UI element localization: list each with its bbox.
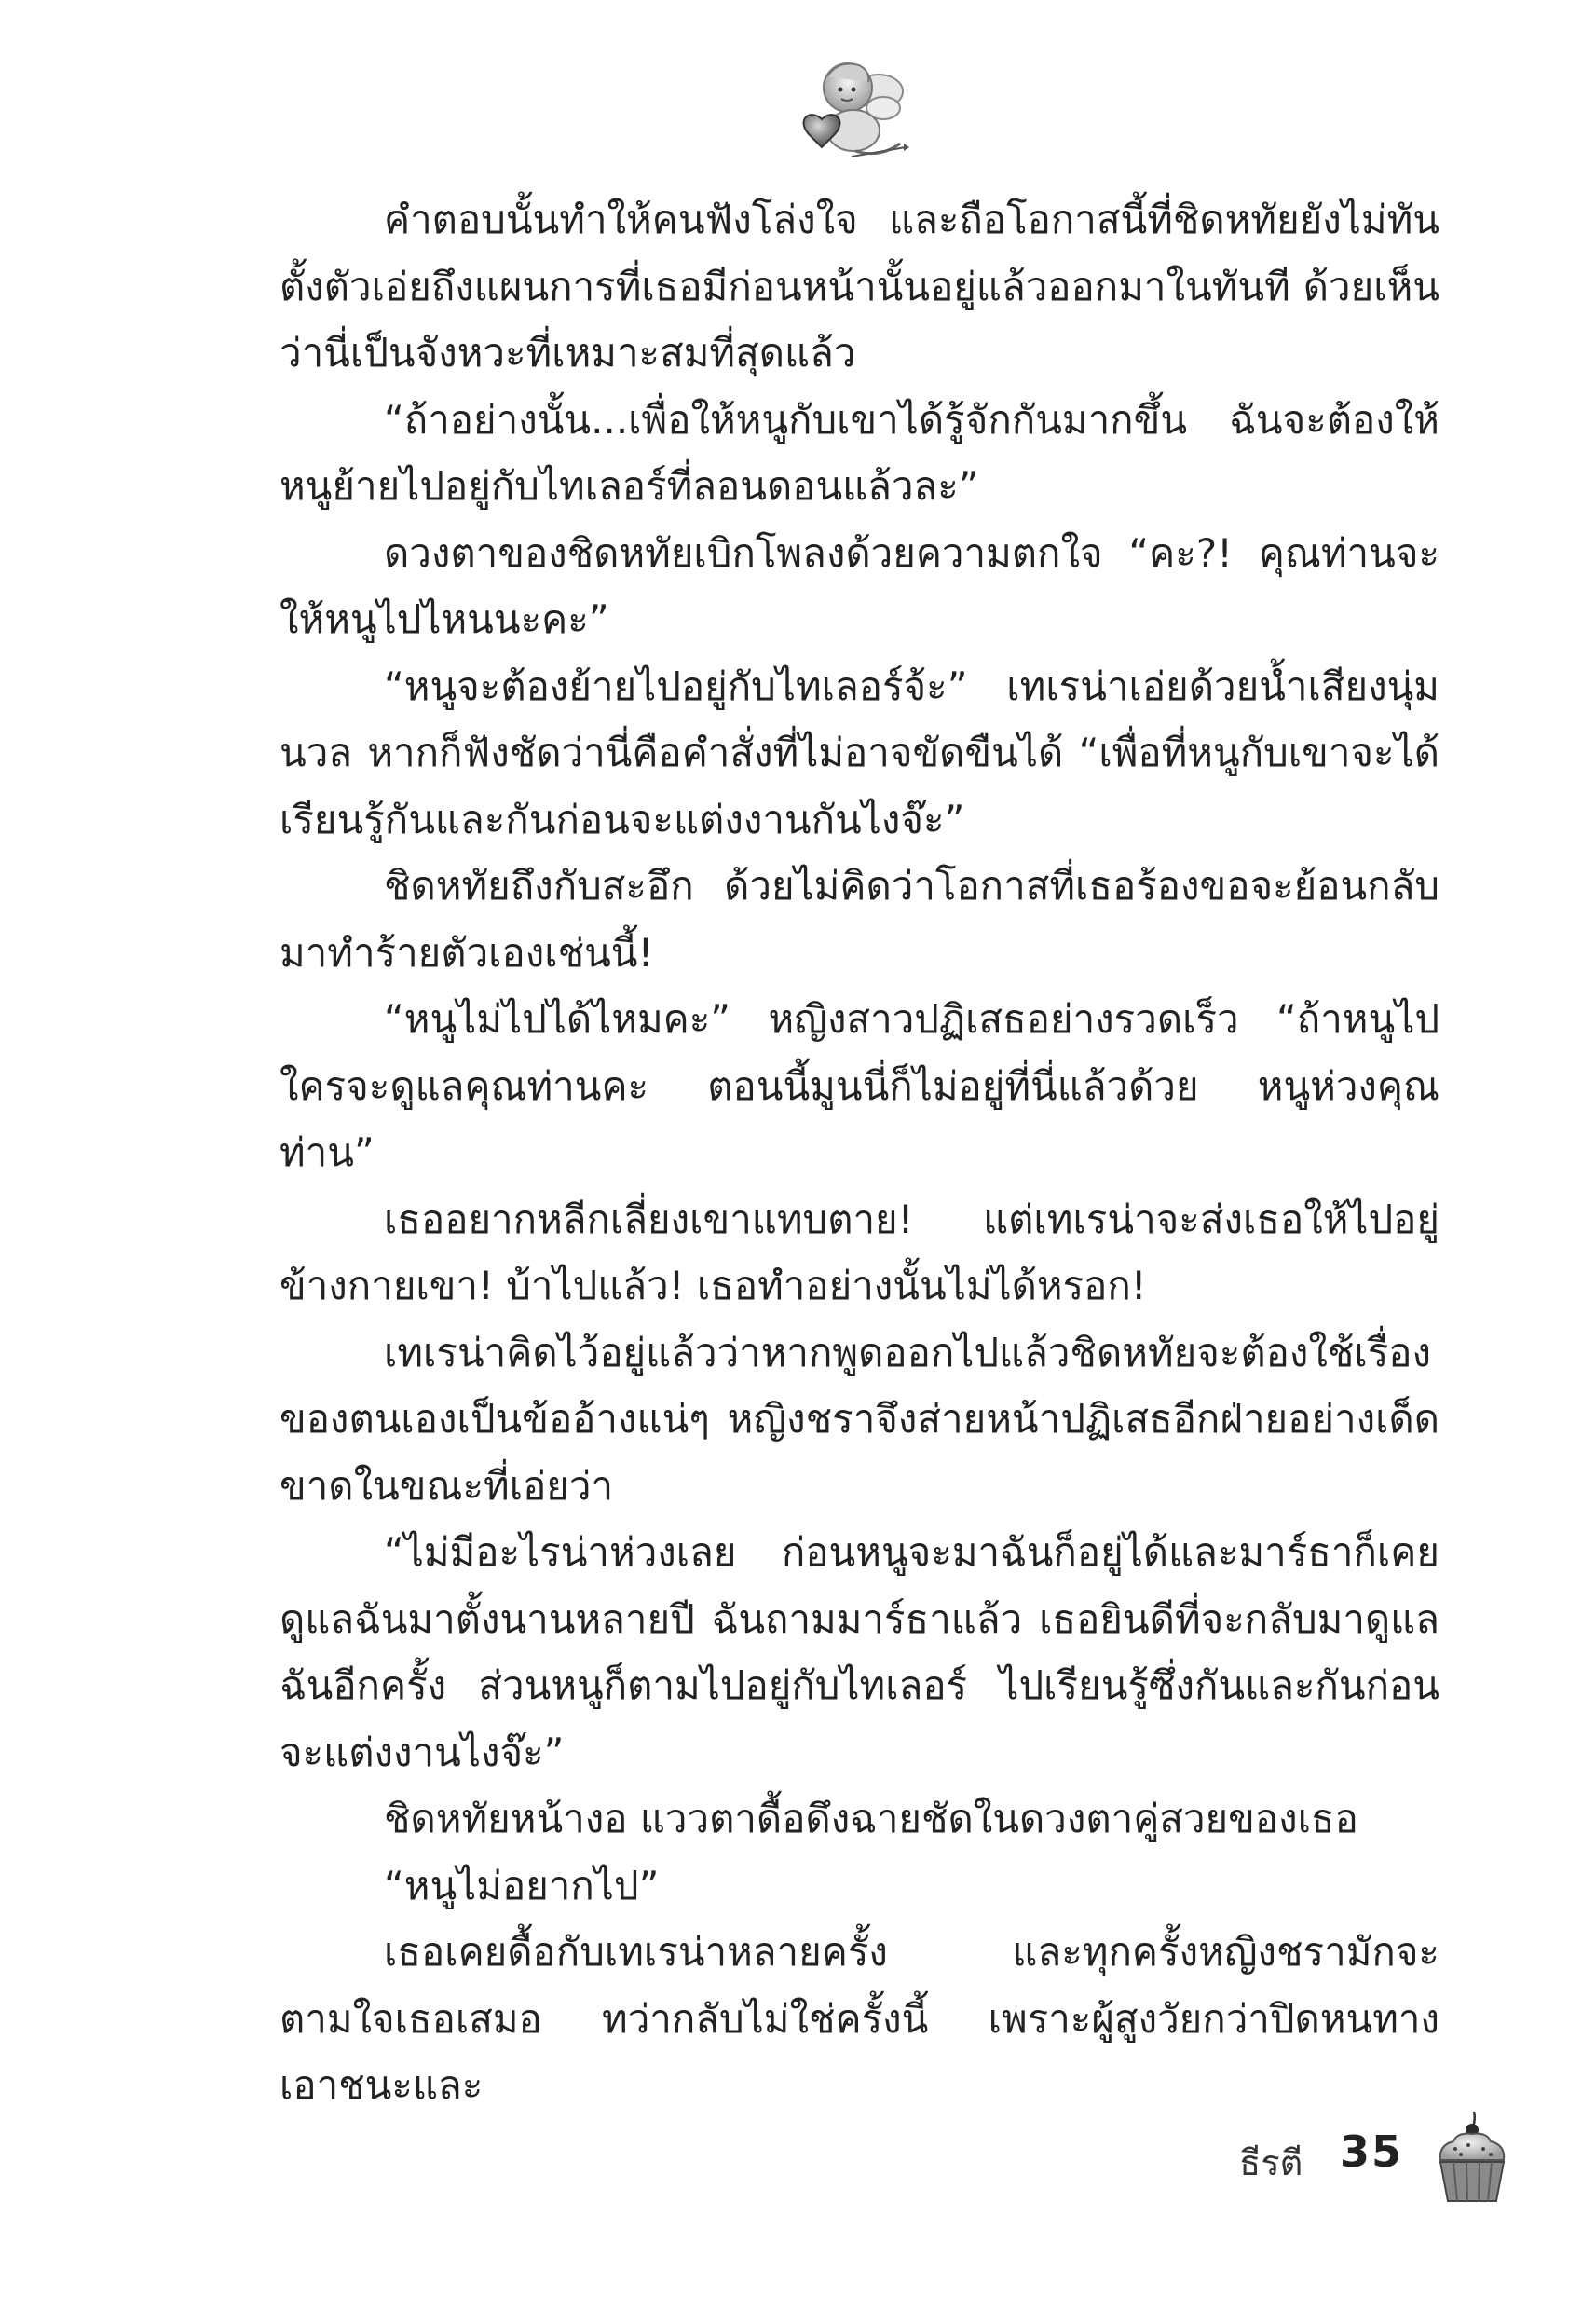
cupid-heart-icon <box>790 54 911 166</box>
cupcake-icon <box>1433 2108 1511 2205</box>
paragraph: ชิดหทัยหน้างอ แววตาดื้อดึงฉายชัดในดวงตาคู่สวยของเธอ <box>384 1796 1358 1841</box>
paragraph: “หนูไม่อยากไป” <box>384 1862 660 1908</box>
paragraph: ดวงตาของชิดหทัยเบิกโพลงด้วยความตกใจ “คะ?! คุณท่านจะให้หนูไปไหนนะคะ” <box>280 529 1439 642</box>
running-head: ธีรตี <box>1239 2142 1303 2183</box>
paragraph: “ไม่มีอะไรน่าห่วงเลย ก่อนหนูจะมาฉันก็อยู่ได้และมาร์ธาก็เคยดูแลฉันมาตั้งนานหลายปี ฉันถามมาร์ธาแล้ว เธอยินดีที่จะกลับมาดูแลฉันอีกครั้ง ส่วนหนูก็ตามไปอยู่กับไทเลอร์ ไปเรียนรู้ซึ่งกันและกันก่อนจะแต่งงานไงจ๊ะ” <box>280 1529 1439 1775</box>
paragraph: “หนูไม่ไปได้ไหมคะ” หญิงสาวปฏิเสธอย่างรวดเร็ว “ถ้าหนูไปใครจะดูแลคุณท่านคะ ตอนนี้มูนนี่ก็ไม่อยู่ที่นี่แล้วด้วย หนูห่วงคุณท่าน” <box>280 996 1439 1175</box>
page-body <box>280 186 1439 2119</box>
paragraph: เทเรน่าคิดไว้อยู่แล้วว่าหากพูดออกไปแล้วชิดหทัยจะต้องใช้เรื่องของตนเองเป็นข้ออ้างแน่ๆ หญิงชราจึงส่ายหน้าปฏิเสธอีกฝ่ายอย่างเด็ดขาดในขณะที่เอ่ยว่า <box>280 1329 1439 1509</box>
paragraph: “ถ้าอย่างนั้น...เพื่อให้หนูกับเขาได้รู้จักกันมากขึ้น ฉันจะต้องให้หนูย้ายไปอยู่กับไทเลอร์ที่ลอนดอนแล้วละ” <box>280 396 1439 509</box>
paragraph: “หนูจะต้องย้ายไปอยู่กับไทเลอร์จ้ะ” เทเรน่าเอ่ยด้วยน้ำเสียงนุ่มนวล หากก็ฟังชัดว่านี่คือคำสั่งที่ไม่อาจขัดขืนได้ “เพื่อที่หนูกับเขาจะได้เรียนรู้กันและกันก่อนจะแต่งงานกันไงจ๊ะ” <box>280 663 1439 842</box>
paragraph: เธออยากหลีกเลี่ยงเขาแทบตาย! แต่เทเรน่าจะส่งเธอให้ไปอยู่ข้างกายเขา! บ้าไปแล้ว! เธอทำอย่างนั้นไม่ได้หรอก! <box>280 1196 1439 1308</box>
paragraph: เธอเคยดื้อกับเทเรน่าหลายครั้ง และทุกครั้งหญิงชรามักจะตามใจเธอเสมอ ทว่ากลับไม่ใช่ครั้งนี้ เพราะผู้สูงวัยกว่าปิดหนทางเอาชนะและ <box>280 1929 1439 2108</box>
paragraph: คำตอบนั้นทำให้คนฟังโล่งใจ และถือโอกาสนี้ที่ชิดหทัยยังไม่ทันตั้งตัวเอ่ยถึงแผนการที่เธอมีก่อนหน้านั้นอยู่แล้วออกมาในทันที ด้วยเห็นว่านี่เป็นจังหวะที่เหมาะสมที่สุดแล้ว <box>280 197 1439 376</box>
page-footer <box>1239 2108 1481 2210</box>
page-number: 35 <box>1340 2126 1404 2177</box>
paragraph: ชิดหทัยถึงกับสะอึก ด้วยไม่คิดว่าโอกาสที่เธอร้องขอจะย้อนกลับมาทำร้ายตัวเองเช่นนี้! <box>280 863 1439 976</box>
